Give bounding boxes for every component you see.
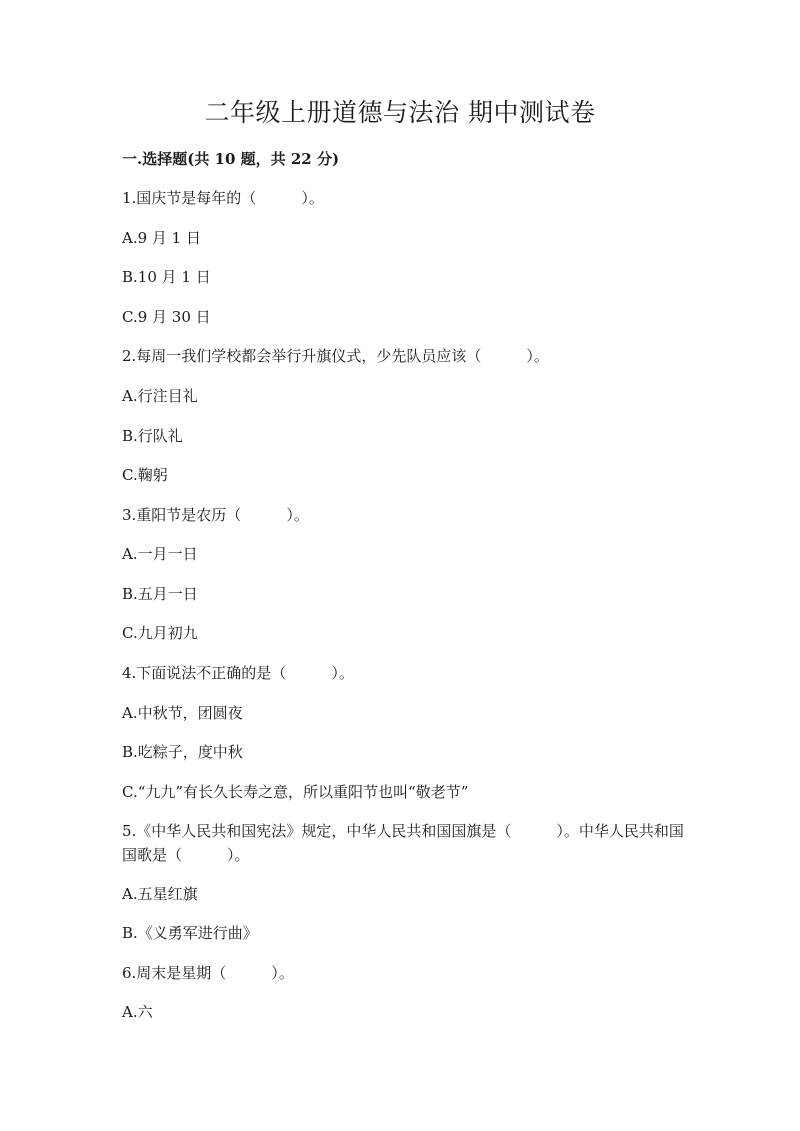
option-4a: A.中秋节，团圆夜 — [122, 704, 243, 722]
option-6a: A.六 — [122, 1003, 153, 1021]
option-3a: A.一月一日 — [122, 545, 198, 563]
question-2: 2.每周一我们学校都会举行升旗仪式，少先队员应该（ ）。 — [122, 347, 549, 365]
option-1c: C.9 月 30 日 — [122, 308, 211, 326]
question-6: 6.周末是星期（ ）。 — [122, 964, 294, 982]
option-5b: B.《义勇军进行曲》 — [122, 924, 258, 942]
option-1a: A.9 月 1 日 — [122, 229, 201, 247]
section-heading: 一.选择题(共 10 题，共 22 分) — [122, 150, 340, 168]
option-3b: B.五月一日 — [122, 585, 198, 603]
question-3: 3.重阳节是农历（ ）。 — [122, 506, 309, 524]
option-3c: C.九月初九 — [122, 624, 198, 642]
question-4: 4.下面说法不正确的是（ ）。 — [122, 664, 354, 682]
option-2b: B.行队礼 — [122, 427, 183, 445]
option-5a: A.五星红旗 — [122, 885, 198, 903]
option-4b: B.吃粽子，度中秋 — [122, 743, 243, 761]
option-4c: C.“九九”有长久长寿之意，所以重阳节也叫“敬老节” — [122, 783, 469, 801]
question-5: 5.《中华人民共和国宪法》规定，中华人民共和国国旗是（ ）。中华人民共和国国歌是（ ）。 — [122, 822, 684, 864]
option-2c: C.鞠躬 — [122, 466, 168, 484]
exam-title: 二年级上册道德与法治 期中测试卷 — [204, 98, 596, 127]
option-1b: B.10 月 1 日 — [122, 268, 211, 286]
question-1: 1.国庆节是每年的（ ）。 — [122, 189, 324, 207]
option-2a: A.行注目礼 — [122, 387, 198, 405]
